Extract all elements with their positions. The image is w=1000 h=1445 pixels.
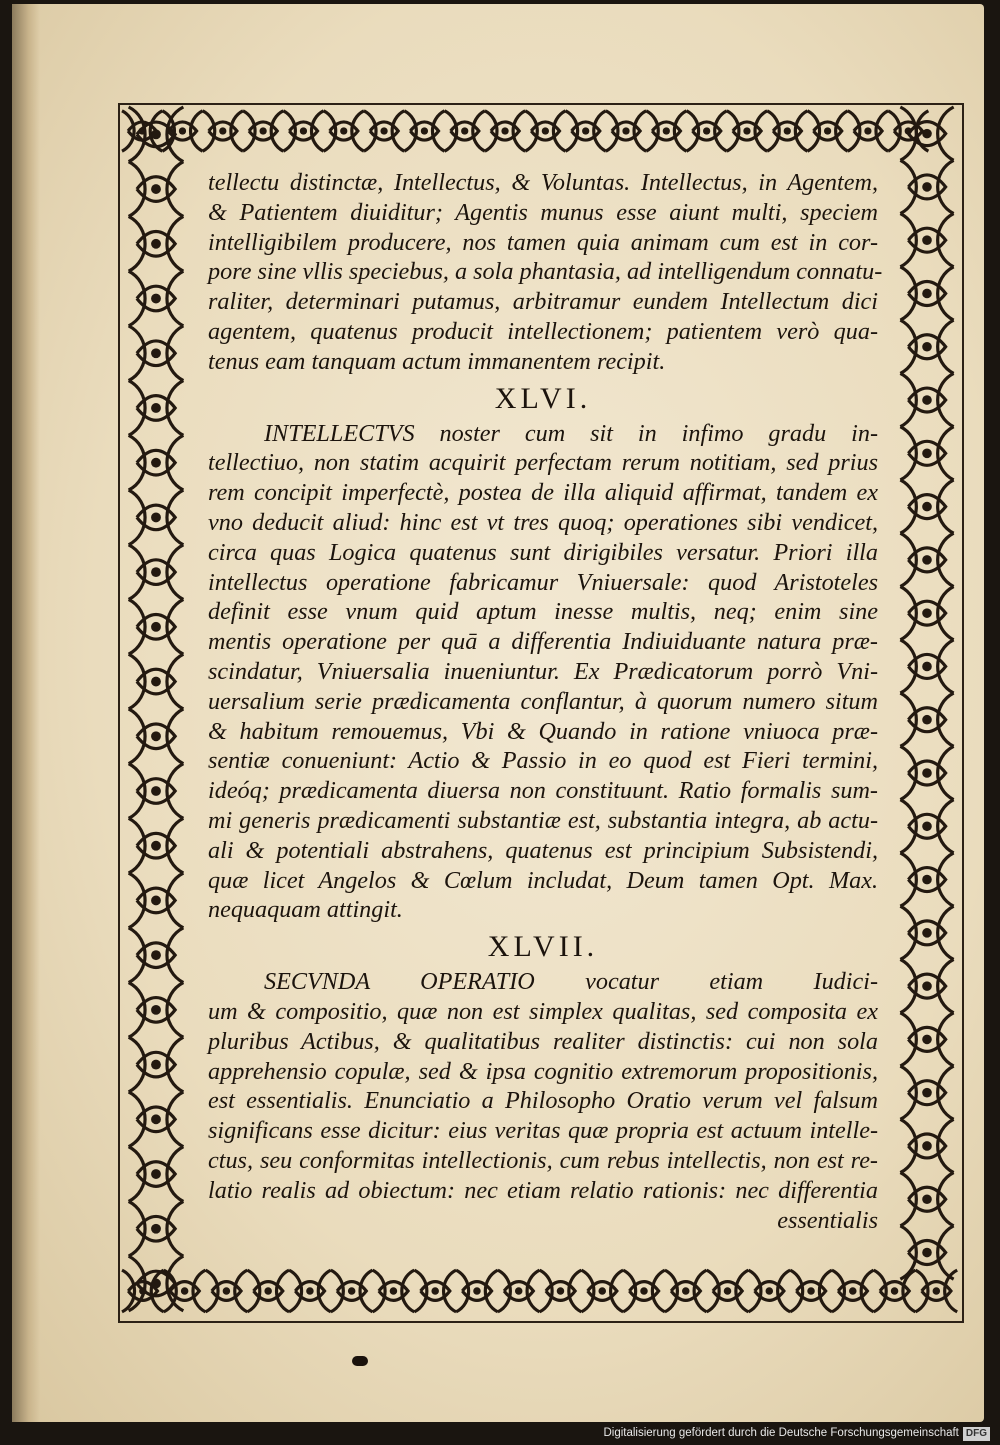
text-line: INTELLECTVS noster cum sit in infimo gradu in- xyxy=(264,419,878,447)
catchword: essentialis xyxy=(777,1206,878,1234)
text-line: & habitum remouemus, Vbi & Quando in ratione vniuoca præ- xyxy=(208,717,878,745)
text-line: ideóq; prædicamenta diuersa non constituunt. Ratio formalis sum- xyxy=(208,777,878,805)
text-line: uersalium serie prædicamenta conflantur, à quorum numero situm xyxy=(208,687,878,715)
footer-text: Digitalisierung gefördert durch die Deutsche Forschungsgemeinschaft xyxy=(603,1427,959,1439)
section-xlvii xyxy=(208,967,878,1205)
dfg-logo: DFG xyxy=(963,1427,990,1441)
text-block xyxy=(208,168,883,1235)
text-line: pluribus Actibus, & qualitatibus realiter distinctis: cui non sola xyxy=(208,1027,878,1055)
text-line: circa quas Logica quatenus sunt dirigibiles versatur. Priori illa xyxy=(208,538,878,566)
text-line: SECVNDA OPERATIO vocatur etiam Iudici- xyxy=(264,968,878,996)
ink-spot xyxy=(352,1356,368,1366)
section-xlv-continuation xyxy=(208,168,883,377)
text-line: sentiæ conueniunt: Actio & Passio in eo quod est Fieri termini, xyxy=(208,747,878,775)
text-line: intellectus operatione fabricamur Vniuersale: quod Aristoteles xyxy=(208,568,878,596)
section-heading-xlvi: XLVI. xyxy=(494,381,592,415)
text-line: tellectiuo, non statim acquirit perfectam rerum notitiam, sed prius xyxy=(208,449,878,477)
footer-credit xyxy=(560,1424,990,1442)
text-line: raliter, determinari putamus, arbitramur eundem Intellectum dici xyxy=(208,288,878,316)
text-line: apprehensio copulæ, sed & ipsa cognitio extremorum propositionis, xyxy=(208,1057,878,1085)
text-line: ctus, seu conformitas intellectionis, cum rebus intellectis, non est re- xyxy=(208,1146,878,1174)
text-line: & Patientem diuiditur; Agentis munus esse aiunt multi, speciem xyxy=(208,198,878,226)
text-line: latio realis ad obiectum: nec etiam relatio rationis: nec differentia xyxy=(208,1176,878,1204)
text-line: nequaquam attingit. xyxy=(208,896,403,924)
text-line: tenus eam tanquam actum immanentem recipit. xyxy=(208,347,666,375)
text-line: pore sine vllis speciebus, a sola phantasia, ad intelligendum connatu- xyxy=(208,258,883,286)
text-line: vno deducit aliud: hinc est vt tres quoq; operationes sibi vendicet, xyxy=(208,508,878,536)
text-line: tellectu distinctæ, Intellectus, & Voluntas. Intellectus, in Agentem, xyxy=(208,169,878,196)
text-line: agentem, quatenus producit intellectionem; patientem verò qua- xyxy=(208,317,878,345)
text-line: rem concipit imperfectè, postea de illa aliquid affirmat, tandem ex xyxy=(208,479,878,507)
text-line: significans esse dicitur: eius veritas quæ propria est actuum intelle- xyxy=(208,1117,878,1145)
text-line: scindatur, Vniuersalia inueniuntur. Ex Prædicatorum porrò Vni- xyxy=(208,657,878,685)
text-line: definit esse vnum quid aptum inesse multis, neq; enim sine xyxy=(208,598,878,626)
section-heading-xlvii: XLVII. xyxy=(487,930,599,964)
text-line: est essentialis. Enunciatio a Philosopho Oratio verum vel falsum xyxy=(208,1087,878,1115)
text-line: mentis operatione per quā a differentia Indiuiduante natura præ- xyxy=(208,628,878,656)
text-line: mi generis prædicamenti substantiæ est, substantia integra, ab actu- xyxy=(208,806,878,834)
text-line: um & compositio, quæ non est simplex qualitas, sed composita ex xyxy=(208,997,878,1025)
text-line: quæ licet Angelos & Cœlum includat, Deum tamen Opt. Max. xyxy=(208,866,878,894)
text-line: intelligibilem producere, nos tamen quia animam cum est in cor- xyxy=(208,228,878,256)
text-line: ali & potentiali abstrahens, quatenus est principium Subsistendi, xyxy=(208,836,878,864)
page-edge-shadow xyxy=(12,4,40,1422)
section-xlvi xyxy=(208,419,878,926)
